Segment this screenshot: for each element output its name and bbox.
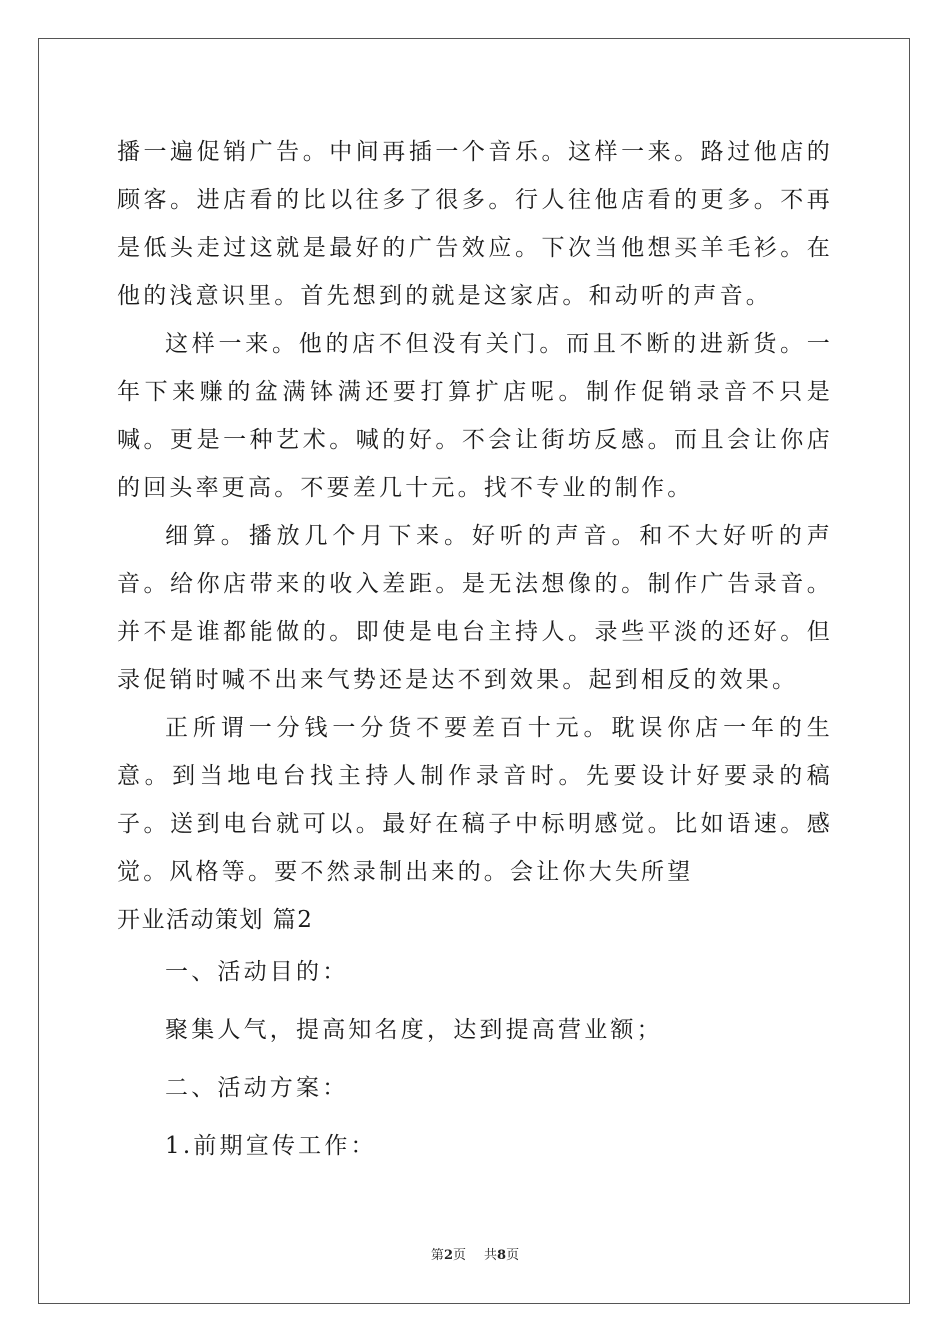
- footer-page-prefix: 第: [430, 1248, 444, 1263]
- paragraph-3: 细算。播放几个月下来。好听的声音。和不大好听的声音。给你店带来的收入差距。是无法想像的。制作广告录音。并不是谁都能做的。即使是电台主持人。录些平淡的还好。但录促销时喊不出来气势还是达不到效果。起到相反的效果。: [117, 523, 833, 693]
- list-item-promo-heading: 1.前期宣传工作：: [165, 1133, 377, 1159]
- section-title: 开业活动策划 篇2: [117, 907, 314, 933]
- footer-total-suffix: 页: [506, 1248, 520, 1263]
- footer-page-number: 2: [443, 1248, 453, 1263]
- footer-total-prefix: 共: [484, 1248, 498, 1263]
- paragraph-2: 这样一来。他的店不但没有关门。而且不断的进新货。一年下来赚的盆满钵满还要打算扩店呢。制作促销录音不只是喊。更是一种艺术。喊的好。不会让街坊反感。而且会让你店的回头率更高。不要差几十元。找不专业的制作。: [117, 331, 833, 501]
- list-item-plan-heading: 二、活动方案：: [165, 1075, 349, 1101]
- paragraph-1: 播一遍促销广告。中间再插一个音乐。这样一来。路过他店的顾客。进店看的比以往多了很多。行人往他店看的更多。不再是低头走过这就是最好的广告效应。下次当他想买羊毛衫。在他的浅意识里。首先想到的就是这家店。和动听的声音。: [117, 139, 833, 309]
- list-item-goal-heading: 一、活动目的：: [165, 959, 349, 985]
- page-footer: [0, 1244, 950, 1263]
- document-body: [117, 128, 833, 1170]
- paragraph-4: 正所谓一分钱一分货不要差百十元。耽误你店一年的生意。到当地电台找主持人制作录音时。先要设计好要录的稿子。送到电台就可以。最好在稿子中标明感觉。比如语速。感觉。风格等。要不然录制出来的。会让你大失所望: [117, 715, 833, 885]
- footer-page-suffix: 页: [452, 1248, 466, 1263]
- footer-total-number: 8: [497, 1248, 507, 1263]
- list-item-goal-text: 聚集人气，提高知名度，达到提高营业额；: [165, 1017, 663, 1043]
